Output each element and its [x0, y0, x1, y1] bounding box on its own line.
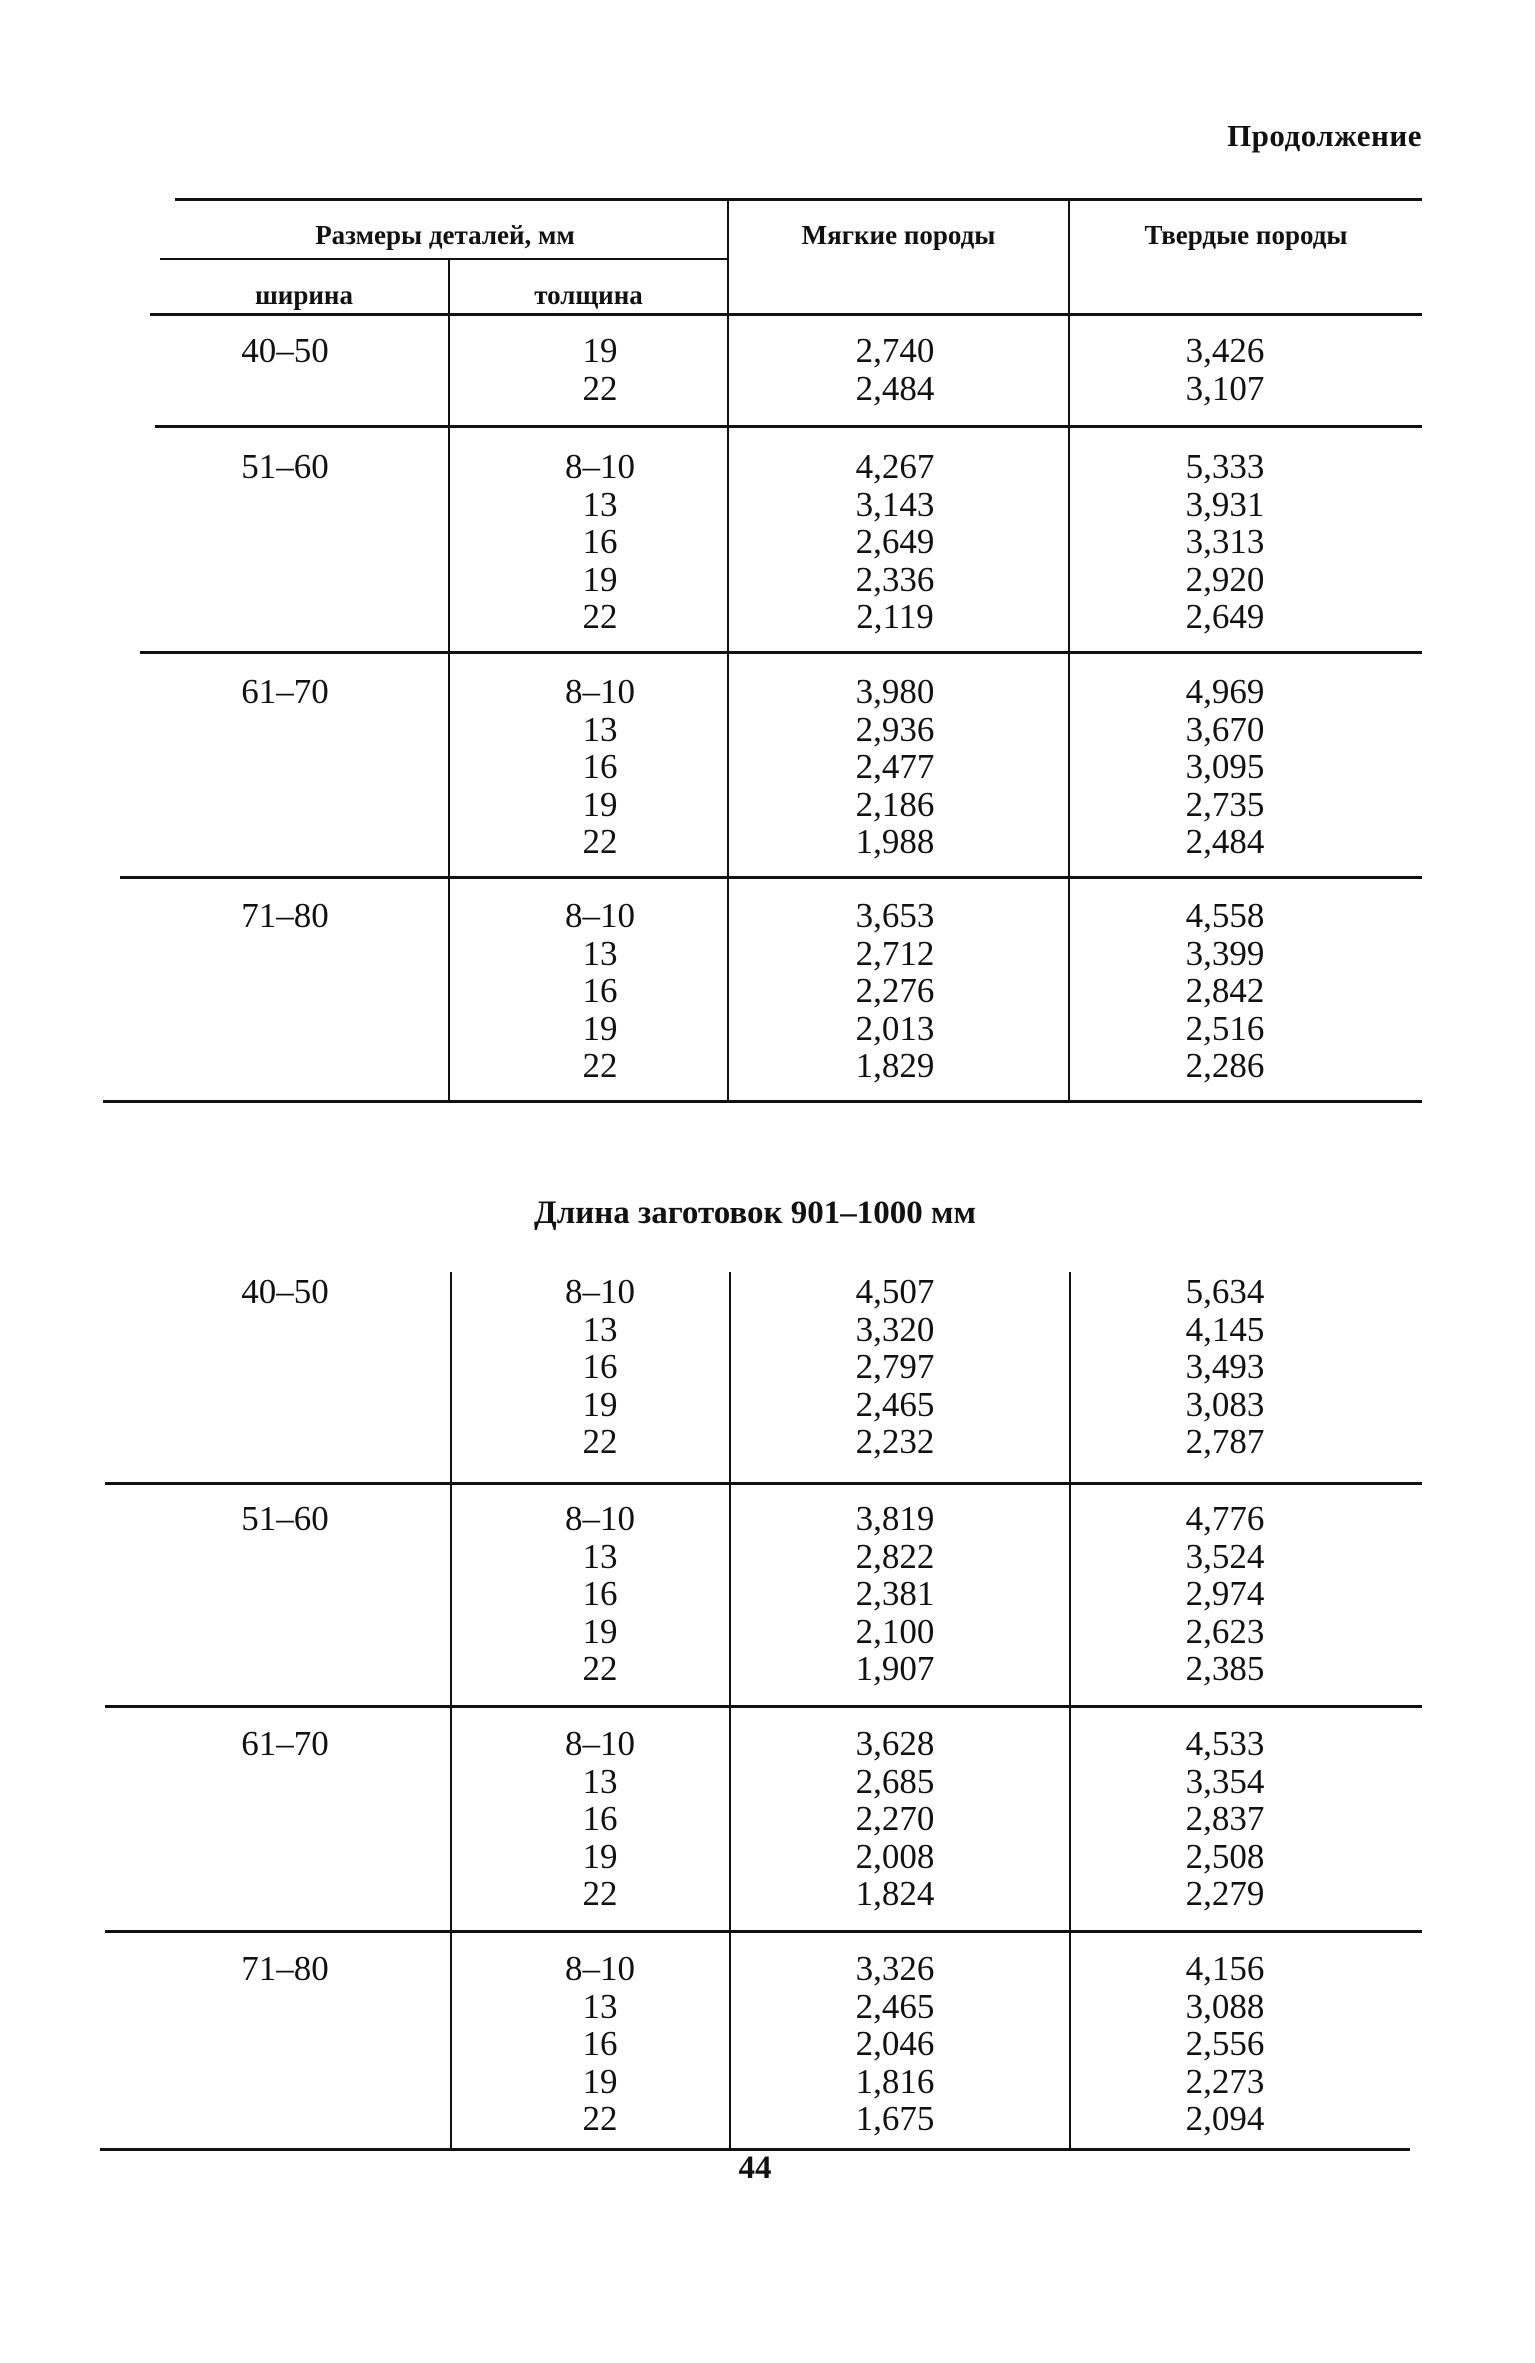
soft-value-cell: 3,653 2,712 2,276 2,013 1,829 — [855, 896, 935, 1085]
width-cell: 51–60 — [241, 447, 329, 486]
hard-value-cell: 5,333 3,931 3,313 2,920 2,649 — [1185, 447, 1265, 636]
header-hard-species: Твердые породы — [1144, 220, 1348, 250]
hard-value-cell: 4,776 3,524 2,974 2,623 2,385 — [1185, 1499, 1265, 1688]
width-cell: 71–80 — [241, 1949, 329, 1988]
hard-value-cell: 4,156 3,088 2,556 2,273 2,094 — [1185, 1949, 1265, 2138]
header-width: ширина — [255, 280, 353, 310]
soft-value-cell: 3,628 2,685 2,270 2,008 1,824 — [855, 1724, 935, 1913]
table1-col-divider — [448, 258, 450, 1102]
table1-header-split-rule — [160, 258, 727, 260]
width-cell: 40–50 — [241, 331, 329, 370]
table1-group-divider — [140, 651, 1422, 654]
table1-header-bottom-rule — [150, 313, 1422, 316]
soft-value-cell: 4,507 3,320 2,797 2,465 2,232 — [855, 1272, 935, 1461]
table1-col-divider — [1068, 198, 1070, 1102]
table2-group-divider — [105, 1482, 1422, 1485]
width-cell: 40–50 — [241, 1272, 329, 1311]
width-cell: 71–80 — [241, 896, 329, 935]
thickness-cell: 8–10 13 16 19 22 — [565, 1949, 635, 2138]
header-thickness: толщина — [534, 280, 643, 310]
hard-value-cell: 4,533 3,354 2,837 2,508 2,279 — [1185, 1724, 1265, 1913]
width-cell: 61–70 — [241, 1724, 329, 1763]
page-number: 44 — [738, 2150, 772, 2186]
thickness-cell: 8–10 13 16 19 22 — [565, 672, 635, 861]
hard-value-cell: 3,426 3,107 — [1185, 331, 1265, 408]
thickness-cell: 8–10 13 16 19 22 — [565, 447, 635, 636]
table1-col-divider — [727, 198, 729, 1102]
hard-value-cell: 4,558 3,399 2,842 2,516 2,286 — [1185, 896, 1265, 1085]
hard-value-cell: 5,634 4,145 3,493 3,083 2,787 — [1185, 1272, 1265, 1461]
width-cell: 51–60 — [241, 1499, 329, 1538]
soft-value-cell: 2,740 2,484 — [855, 331, 935, 408]
table2-col-divider — [450, 1272, 452, 2148]
table1-group-divider — [155, 425, 1422, 428]
table2-col-divider — [1069, 1272, 1071, 2148]
section-title: Длина заготовок 901–1000 мм — [533, 1195, 976, 1231]
header-soft-species: Мягкие породы — [801, 220, 996, 250]
table2-group-divider — [105, 1705, 1422, 1708]
soft-value-cell: 3,819 2,822 2,381 2,100 1,907 — [855, 1499, 935, 1688]
table2-group-divider — [105, 1930, 1422, 1933]
soft-value-cell: 4,267 3,143 2,649 2,336 2,119 — [855, 447, 935, 636]
thickness-cell: 8–10 13 16 19 22 — [565, 1724, 635, 1913]
soft-value-cell: 3,980 2,936 2,477 2,186 1,988 — [855, 672, 935, 861]
header-part-sizes: Размеры деталей, мм — [315, 220, 575, 250]
table1-bottom-rule — [103, 1100, 1422, 1103]
thickness-cell: 19 22 — [582, 331, 618, 408]
continuation-label: Продолжение — [1227, 118, 1422, 153]
soft-value-cell: 3,326 2,465 2,046 1,816 1,675 — [855, 1949, 935, 2138]
thickness-cell: 8–10 13 16 19 22 — [565, 1499, 635, 1688]
hard-value-cell: 4,969 3,670 3,095 2,735 2,484 — [1185, 672, 1265, 861]
table1-group-divider — [120, 876, 1422, 879]
table1-top-rule — [175, 198, 1422, 201]
table2-col-divider — [729, 1272, 731, 2148]
thickness-cell: 8–10 13 16 19 22 — [565, 896, 635, 1085]
width-cell: 61–70 — [241, 672, 329, 711]
thickness-cell: 8–10 13 16 19 22 — [565, 1272, 635, 1461]
